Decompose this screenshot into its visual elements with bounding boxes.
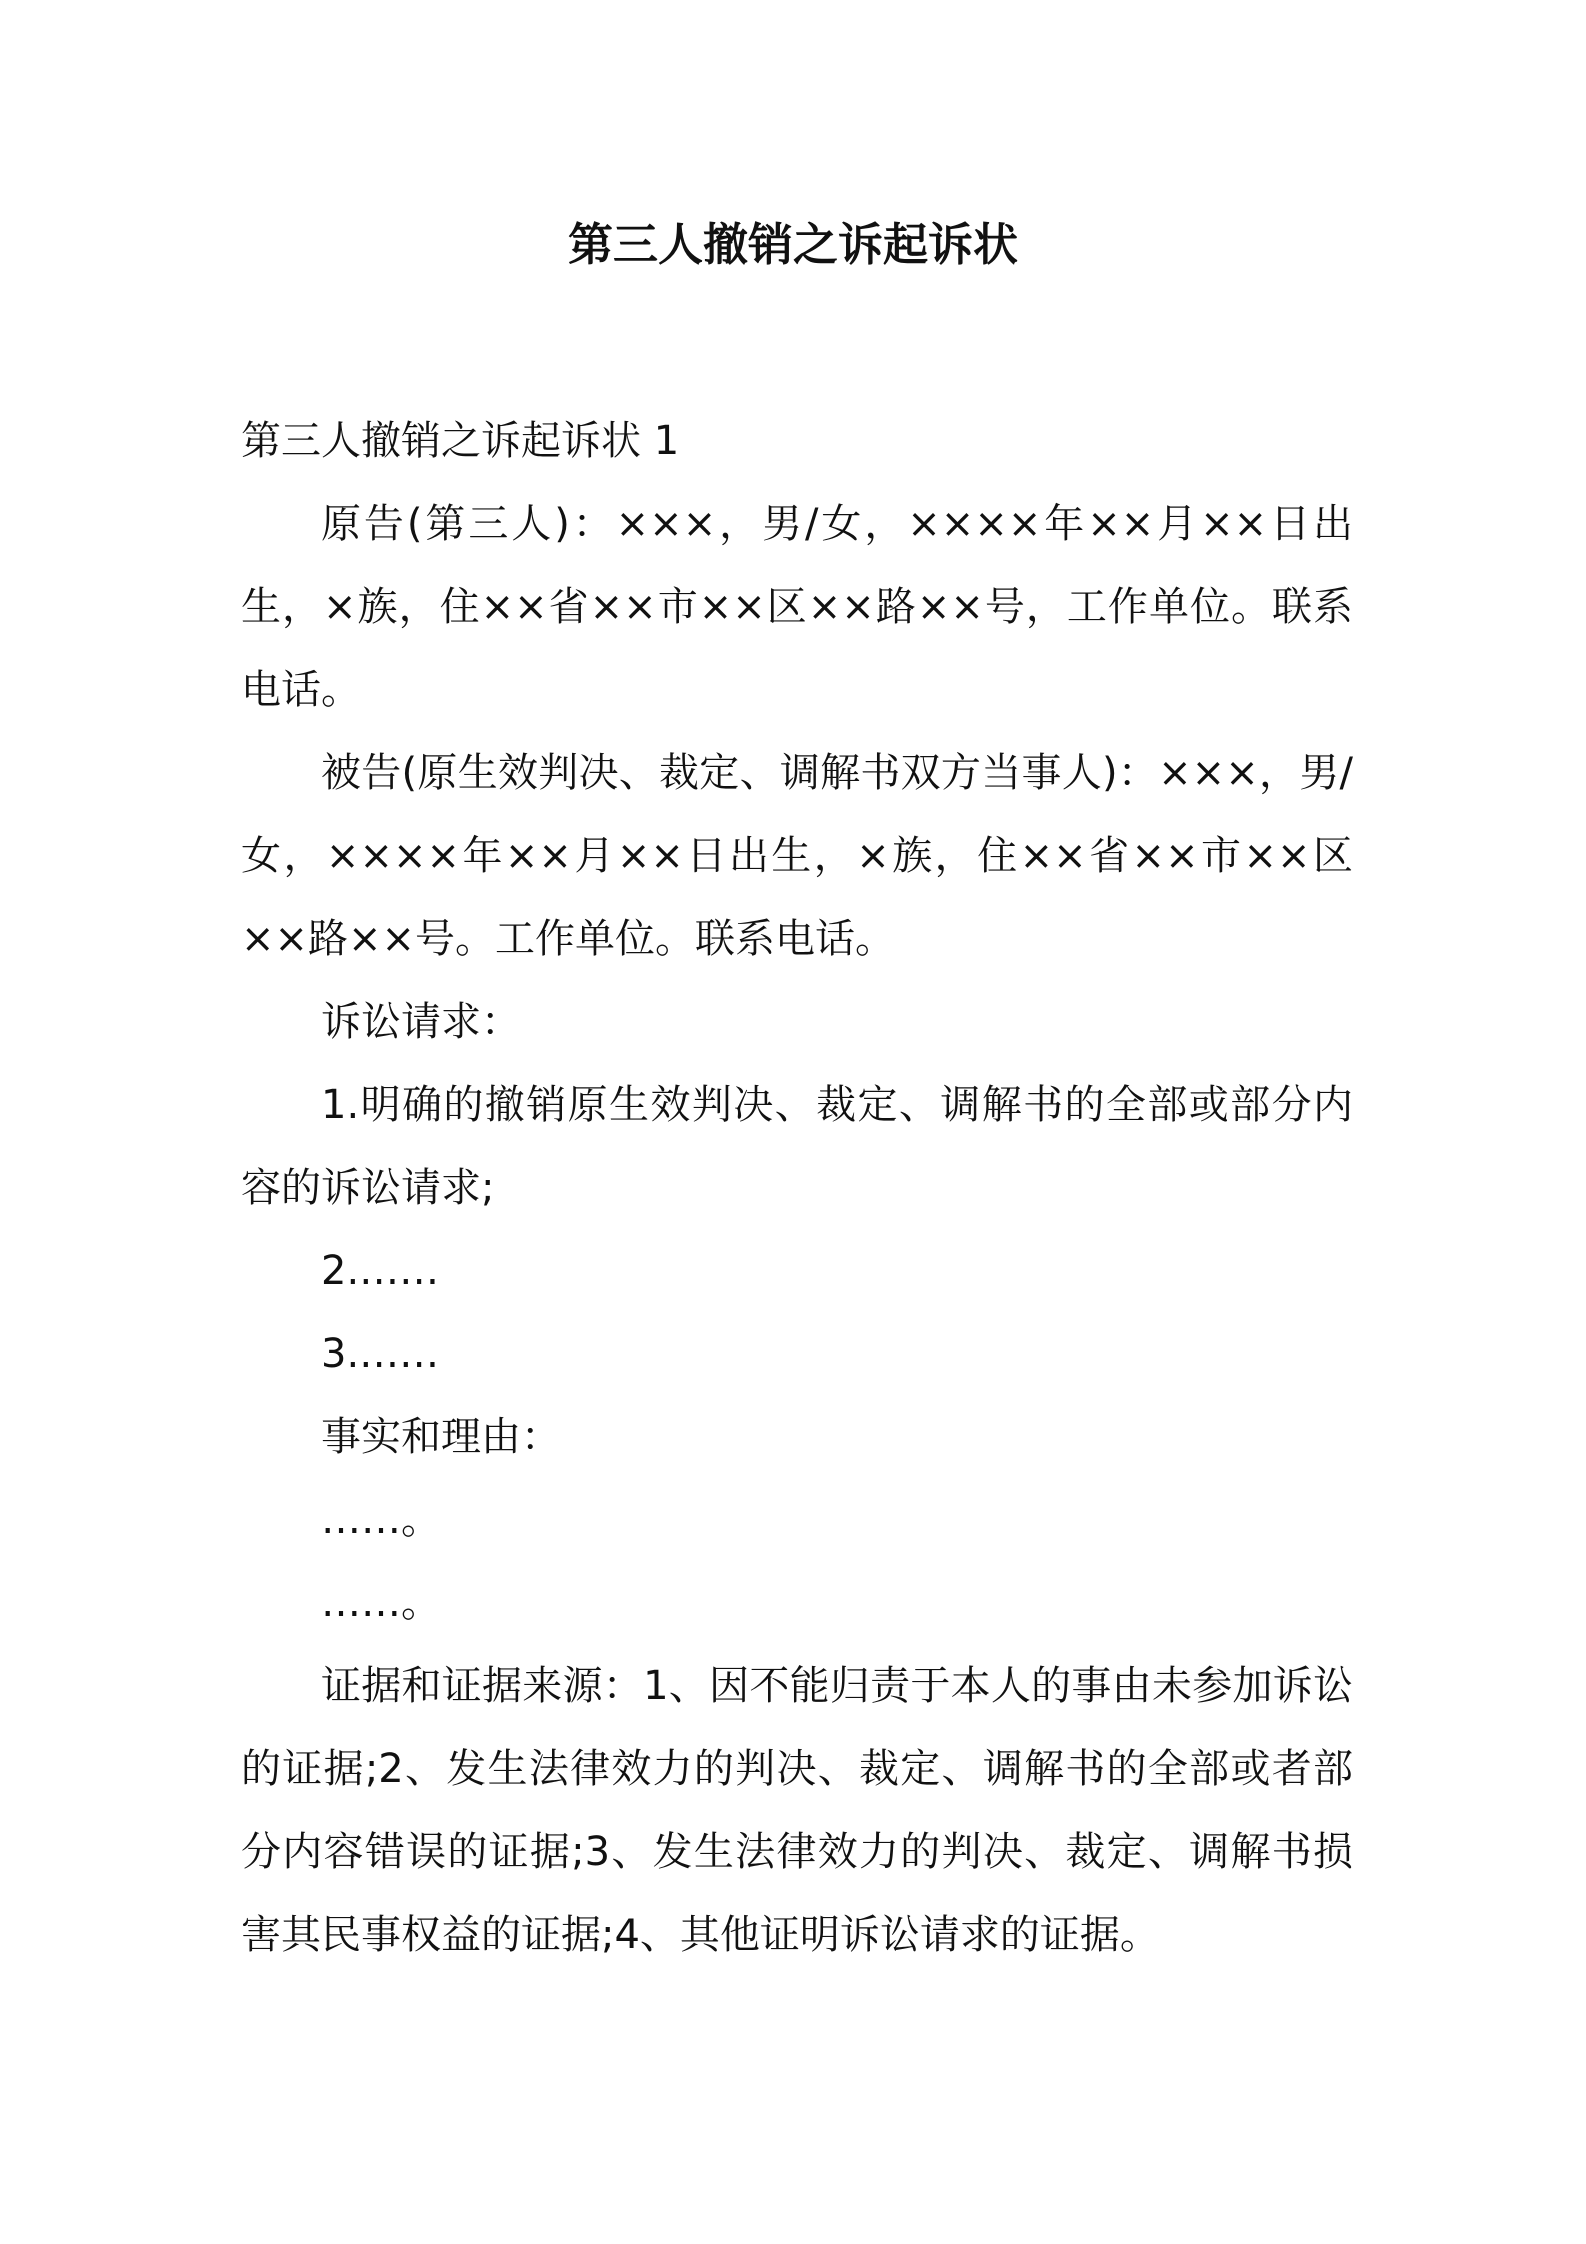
facts-item-1: ……。 [321,1497,441,1543]
claim-item-3: 3.…… [321,1331,440,1377]
claims-heading: 诉讼请求： [321,999,521,1045]
facts-item-2: ……。 [321,1580,441,1626]
defendant-paragraph: 被告(原生效判决、裁定、调解书双方当事人)：×××，男/女，××××年××月××日出生，×族，住××省××市××区××路××号。工作单位。联系电话。 [241,750,1353,962]
document-title: 第三人撤销之诉起诉状 [567,218,1018,271]
plaintiff-paragraph: 原告(第三人)：×××，男/女，××××年××月××日出生，×族，住××省××市××区××路××号，工作单位。联系电话。 [241,501,1353,713]
document-body [241,400,1353,1977]
document-subtitle: 第三人撤销之诉起诉状 1 [241,418,680,464]
evidence-paragraph: 证据和证据来源：1、因不能归责于本人的事由未参加诉讼的证据;2、发生法律效力的判决、裁定、调解书的全部或者部分内容错误的证据;3、发生法律效力的判决、裁定、调解书损害其民事权益的证据;4、其他证明诉讼请求的证据。 [241,1663,1353,1958]
facts-heading: 事实和理由： [321,1414,561,1460]
claim-item-1: 1.明确的撤销原生效判决、裁定、调解书的全部或部分内容的诉讼请求; [241,1082,1353,1211]
claim-item-2: 2.…… [321,1248,440,1294]
